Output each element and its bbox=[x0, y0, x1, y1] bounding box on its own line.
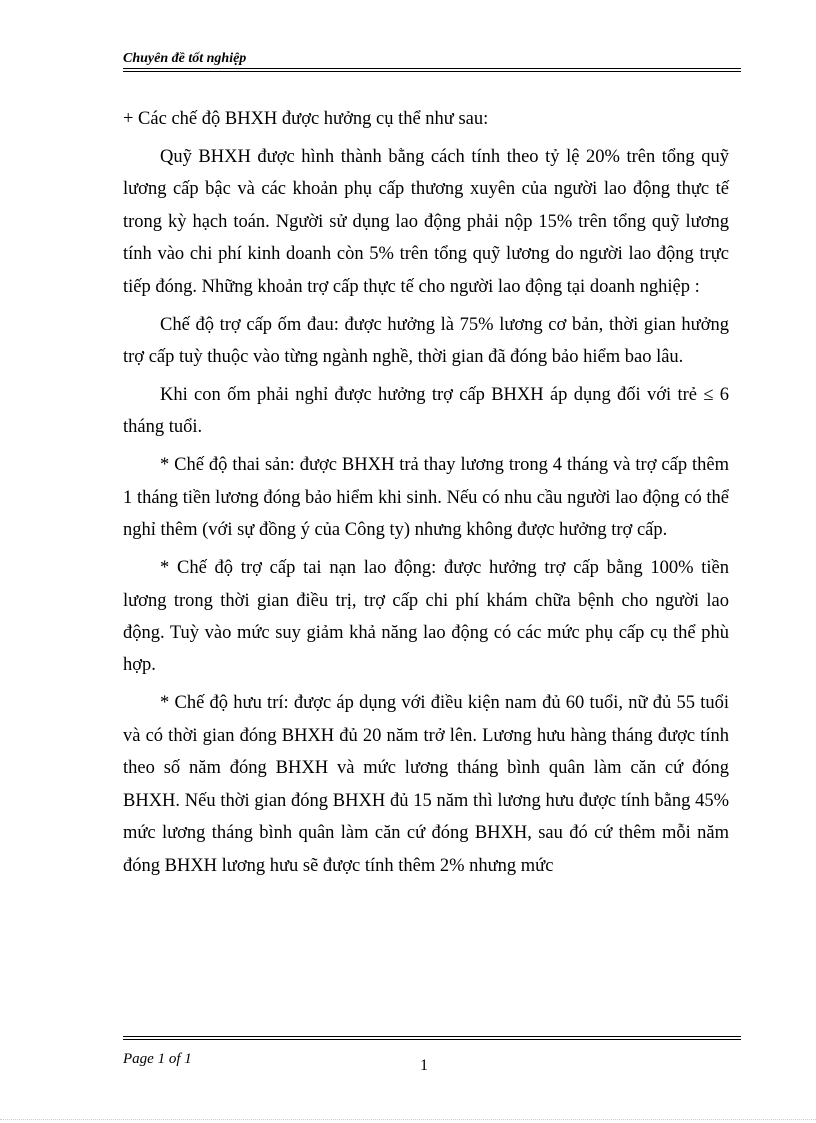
footer-double-rule bbox=[123, 1036, 741, 1040]
page-header bbox=[123, 50, 741, 72]
document-body bbox=[123, 103, 729, 888]
header-title: Chuyên đề tốt nghiệp bbox=[123, 51, 247, 66]
page-bottom-edge bbox=[0, 1119, 816, 1120]
paragraph-social-insurance-fund: Quỹ BHXH được hình thành bằng cách tính theo tỷ lệ 20% trên tổng quỹ lương cấp bậc và các khoản phụ cấp thương xuyên của người lao động thực tế trong kỳ hạch toán. Người sử dụng lao động phải nộp 15% trên tổng quỹ lương tính vào chi phí kinh doanh còn 5% trên tổng quỹ lương do người lao động trực tiếp đóng. Những khoản trợ cấp thực tế cho người lao động tại doanh nghiệp : bbox=[123, 147, 729, 297]
paragraph-sickness-allowance: Chế độ trợ cấp ốm đau: được hưởng là 75% lương cơ bản, thời gian hưởng trợ cấp tuỳ thuộc vào từng ngành nghề, thời gian đã đóng bảo hiểm bao lâu. bbox=[123, 314, 729, 368]
header-double-rule bbox=[123, 68, 741, 72]
page-number: 1 bbox=[420, 1057, 428, 1074]
paragraph-maternity: * Chế độ thai sản: được BHXH trả thay lương trong 4 tháng và trợ cấp thêm 1 tháng tiền lương đóng bảo hiểm khi sinh. Nếu có nhu cầu người lao động có thể nghỉ thêm (với sự đồng ý của Công ty) nhưng không được hưởng trợ cấp. bbox=[123, 455, 729, 541]
footer-page-label: Page 1 of 1 bbox=[123, 1051, 192, 1067]
paragraph-intro: + Các chế độ BHXH được hưởng cụ thể như sau: bbox=[123, 109, 489, 129]
paragraph-work-accident: * Chế độ trợ cấp tai nạn lao động: được hưởng trợ cấp bằng 100% tiền lương trong thời gian điều trị, trợ cấp chi phí khám chữa bệnh cho người lao động. Tuỳ vào mức suy giảm khả năng lao động có các mức phụ cấp cụ thể phù hợp. bbox=[123, 558, 729, 676]
paragraph-child-sickness: Khi con ốm phải nghỉ được hưởng trợ cấp BHXH áp dụng đối với trẻ ≤ 6 tháng tuổi. bbox=[123, 385, 729, 438]
paragraph-retirement: * Chế độ hưu trí: được áp dụng với điều kiện nam đủ 60 tuổi, nữ đủ 55 tuổi và có thời gian đóng BHXH đủ 20 năm trở lên. Lương hưu hàng tháng được tính theo số năm đóng BHXH và mức lương tháng bình quân làm căn cứ đóng BHXH. Nếu thời gian đóng BHXH đủ 15 năm thì lương hưu được tính bằng 45% mức lương tháng bình quân làm căn cứ đóng BHXH, sau đó cứ thêm mỗi năm đóng BHXH lương hưu sẽ được tính thêm 2% nhưng mức bbox=[123, 693, 729, 876]
